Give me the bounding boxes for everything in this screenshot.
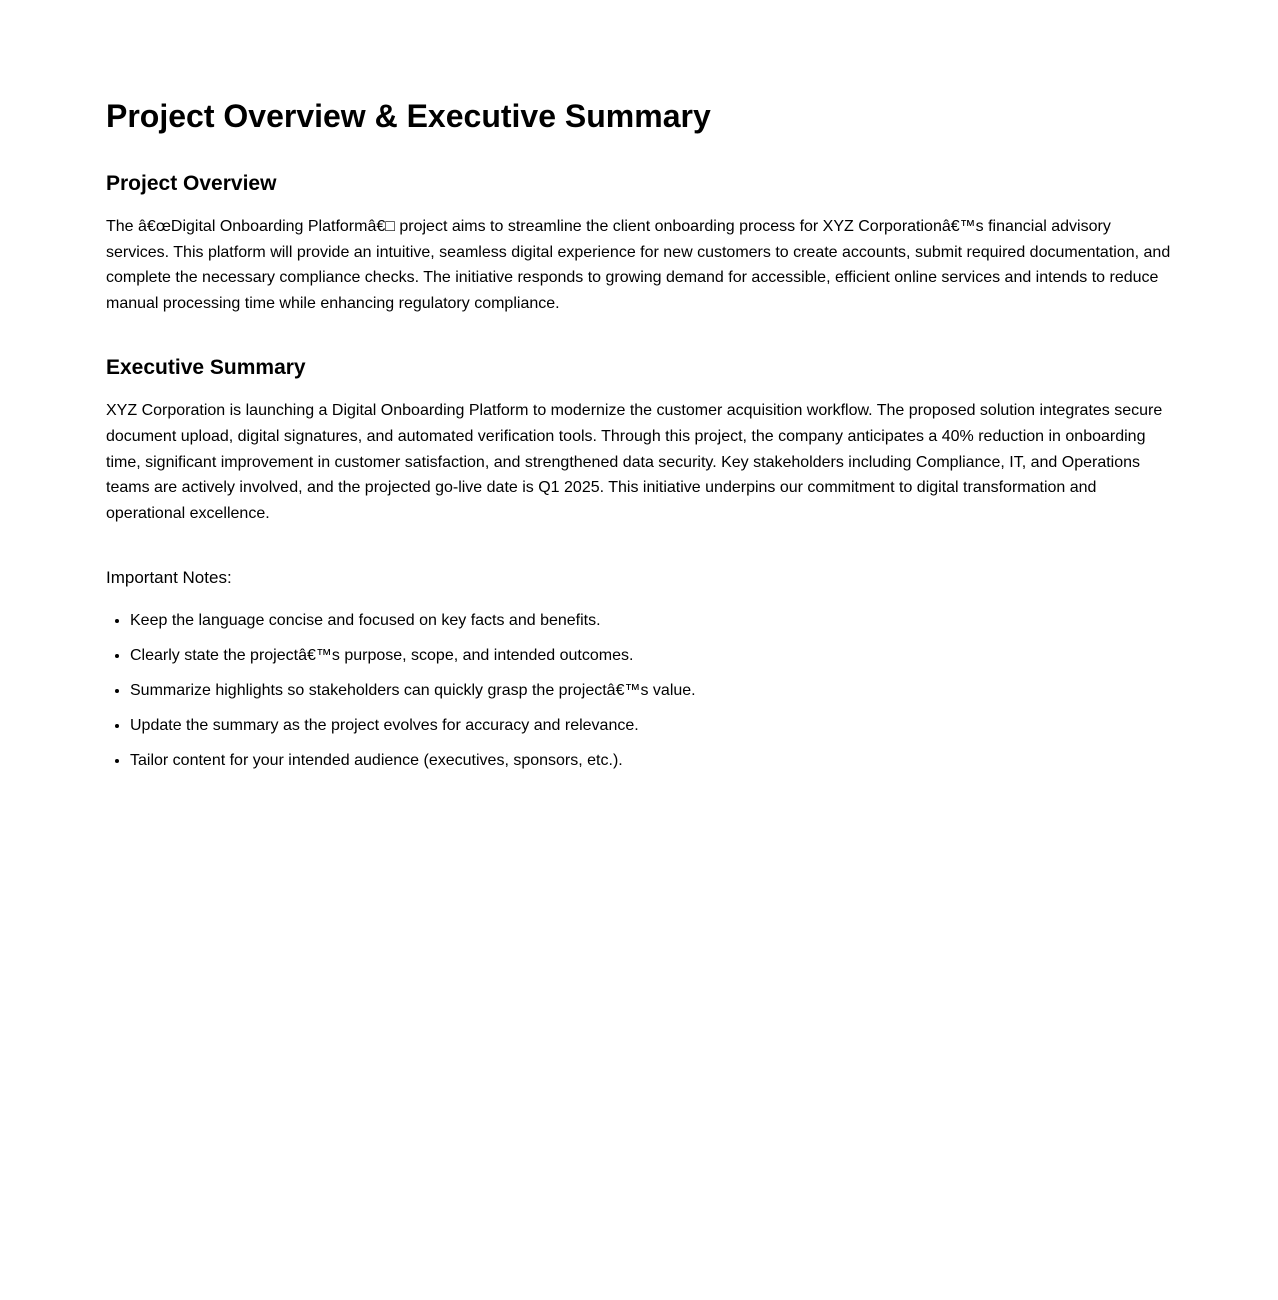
section-body-executive-summary: XYZ Corporation is launching a Digital Onboarding Platform to modernize the customer acquisition workflow. The proposed solution integrates secure document upload, digital signatures, and automated verification tools. Through this project, the company anticipates a 40% reduction in onboarding time, significant improvement in customer satisfaction, and strengthened data security. Key stakeholders including Compliance, IT, and Operations teams are actively involved, and the projected go-live date is Q1 2025. This initiative underpins our commitment to digital transformation and operational excellence. xyxy=(106,402,1163,522)
list-item: • Clearly state the projectâ€™s purpose, scope, and intended outcomes. xyxy=(130,645,1172,667)
list-item: • Update the summary as the project evolves for accuracy and relevance. xyxy=(130,715,1172,737)
notes-title: Important Notes: xyxy=(106,568,232,588)
list-item: • Summarize highlights so stakeholders can quickly grasp the projectâ€™s value. xyxy=(130,680,1172,702)
page-title: Project Overview & Executive Summary xyxy=(106,98,711,134)
section-heading-executive-summary: Executive Summary xyxy=(106,356,306,380)
section-heading-project-overview: Project Overview xyxy=(106,172,277,195)
notes-list xyxy=(106,610,1172,771)
list-item: • Keep the language concise and focused on key facts and benefits. xyxy=(130,610,1172,632)
list-item: • Tailor content for your intended audience (executives, sponsors, etc.). xyxy=(130,750,1172,772)
section-body-project-overview: The â€œDigital Onboarding Platformâ€□ project aims to streamline the client onboarding process for XYZ Corporationâ€™s financial advisory services. This platform will provide an intuitive, seamless digital experience for new customers to create accounts, submit required documentation, and complete the necessary compliance checks. The initiative responds to growing demand for accessible, efficient online services and intends to reduce manual processing time while enhancing regulatory compliance. xyxy=(106,218,1171,312)
